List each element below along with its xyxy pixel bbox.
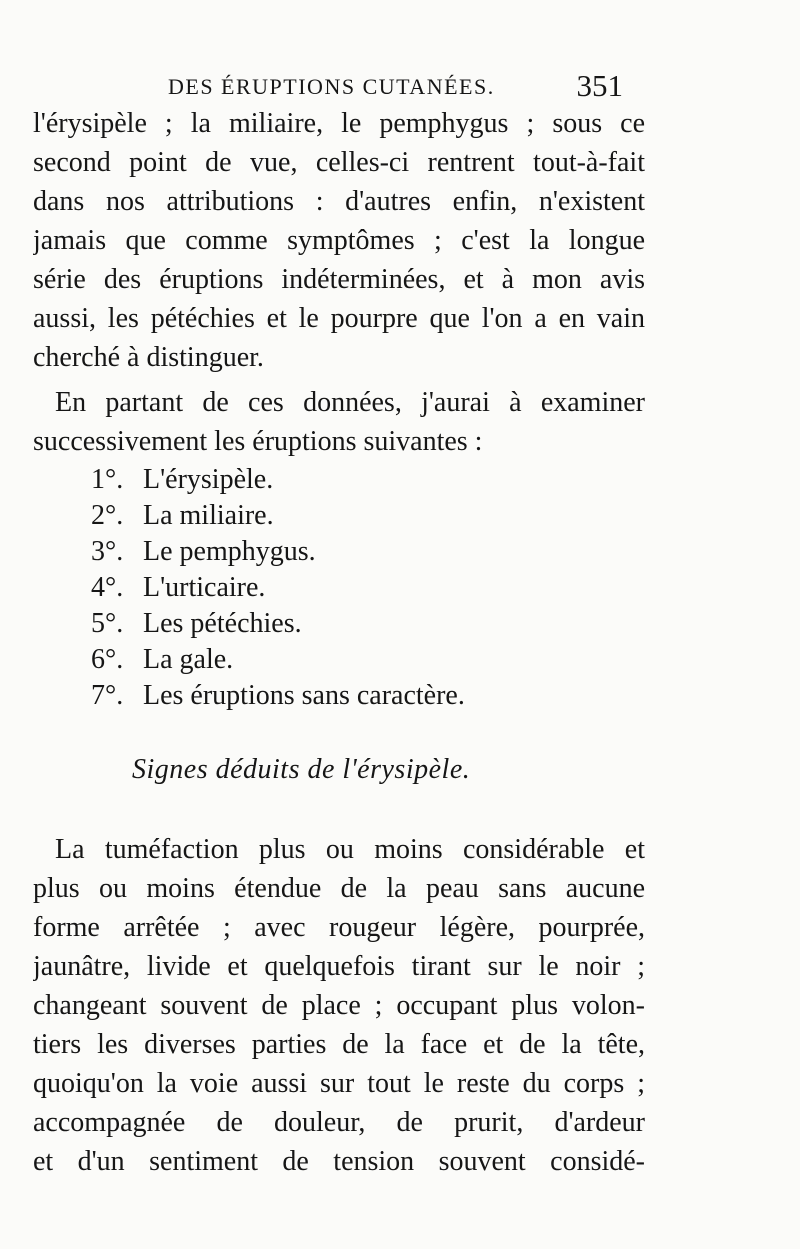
paragraph-list-intro bbox=[33, 383, 645, 461]
text-line: En partant de ces données, j'aurai à examiner bbox=[55, 387, 645, 418]
list-item bbox=[91, 534, 511, 570]
text-line: forme arrêtée ; avec rougeur légère, pourprée, bbox=[33, 912, 645, 943]
paragraph-signs bbox=[33, 830, 645, 1181]
running-head: DES ÉRUPTIONS CUTANÉES. bbox=[168, 74, 495, 99]
list-item-text: L'urticaire. bbox=[143, 572, 266, 603]
list-item bbox=[91, 642, 511, 678]
list-item-number: 4°. bbox=[91, 572, 124, 603]
list-item-text: La miliaire. bbox=[143, 500, 274, 531]
eruptions-list bbox=[91, 462, 511, 714]
list-item-number: 7°. bbox=[91, 680, 124, 711]
text-line: cherché à distinguer. bbox=[33, 342, 264, 373]
text-line: aussi, les pétéchies et le pourpre que l'on a en vain bbox=[33, 303, 645, 334]
page-number: 351 bbox=[576, 68, 623, 103]
list-item bbox=[91, 606, 511, 642]
text-line: jamais que comme symptômes ; c'est la longue bbox=[33, 225, 645, 256]
text-line: accompagnée de douleur, de prurit, d'ardeur bbox=[33, 1107, 645, 1138]
text-line: jaunâtre, livide et quelquefois tirant sur le noir ; bbox=[33, 951, 645, 982]
paragraph-intro bbox=[33, 104, 645, 377]
text-line: changeant souvent de place ; occupant plus volon- bbox=[33, 990, 645, 1021]
list-item bbox=[91, 498, 511, 534]
text-line: quoiqu'on la voie aussi sur tout le reste du corps ; bbox=[33, 1068, 645, 1099]
text-line: second point de vue, celles-ci rentrent tout-à-fait bbox=[33, 147, 645, 178]
list-item-number: 3°. bbox=[91, 536, 124, 567]
text-line: successivement les éruptions suivantes : bbox=[33, 426, 483, 457]
list-item-text: La gale. bbox=[143, 644, 234, 675]
list-item-number: 5°. bbox=[91, 608, 124, 639]
text-line: l'érysipèle ; la miliaire, le pemphygus ; sous ce bbox=[33, 108, 645, 139]
list-item bbox=[91, 570, 511, 606]
text-line: plus ou moins étendue de la peau sans aucune bbox=[33, 873, 645, 904]
text-line: La tuméfaction plus ou moins considérable et bbox=[55, 834, 645, 865]
list-item bbox=[91, 462, 511, 498]
text-line: et d'un sentiment de tension souvent considé- bbox=[33, 1146, 645, 1177]
list-item-text: Le pemphygus. bbox=[143, 536, 316, 567]
list-item bbox=[91, 678, 511, 714]
list-item-text: Les pétéchies. bbox=[143, 608, 302, 639]
text-line: dans nos attributions : d'autres enfin, n'existent bbox=[33, 186, 645, 217]
list-item-text: L'érysipèle. bbox=[143, 464, 274, 495]
section-heading: Signes déduits de l'érysipèle. bbox=[132, 754, 471, 785]
text-line: série des éruptions indéterminées, et à mon avis bbox=[33, 264, 645, 295]
list-item-number: 6°. bbox=[91, 644, 124, 675]
list-item-number: 1°. bbox=[91, 464, 124, 495]
list-item-text: Les éruptions sans caractère. bbox=[143, 680, 465, 711]
text-line: tiers les diverses parties de la face et de la tête, bbox=[33, 1029, 645, 1060]
list-item-number: 2°. bbox=[91, 500, 124, 531]
